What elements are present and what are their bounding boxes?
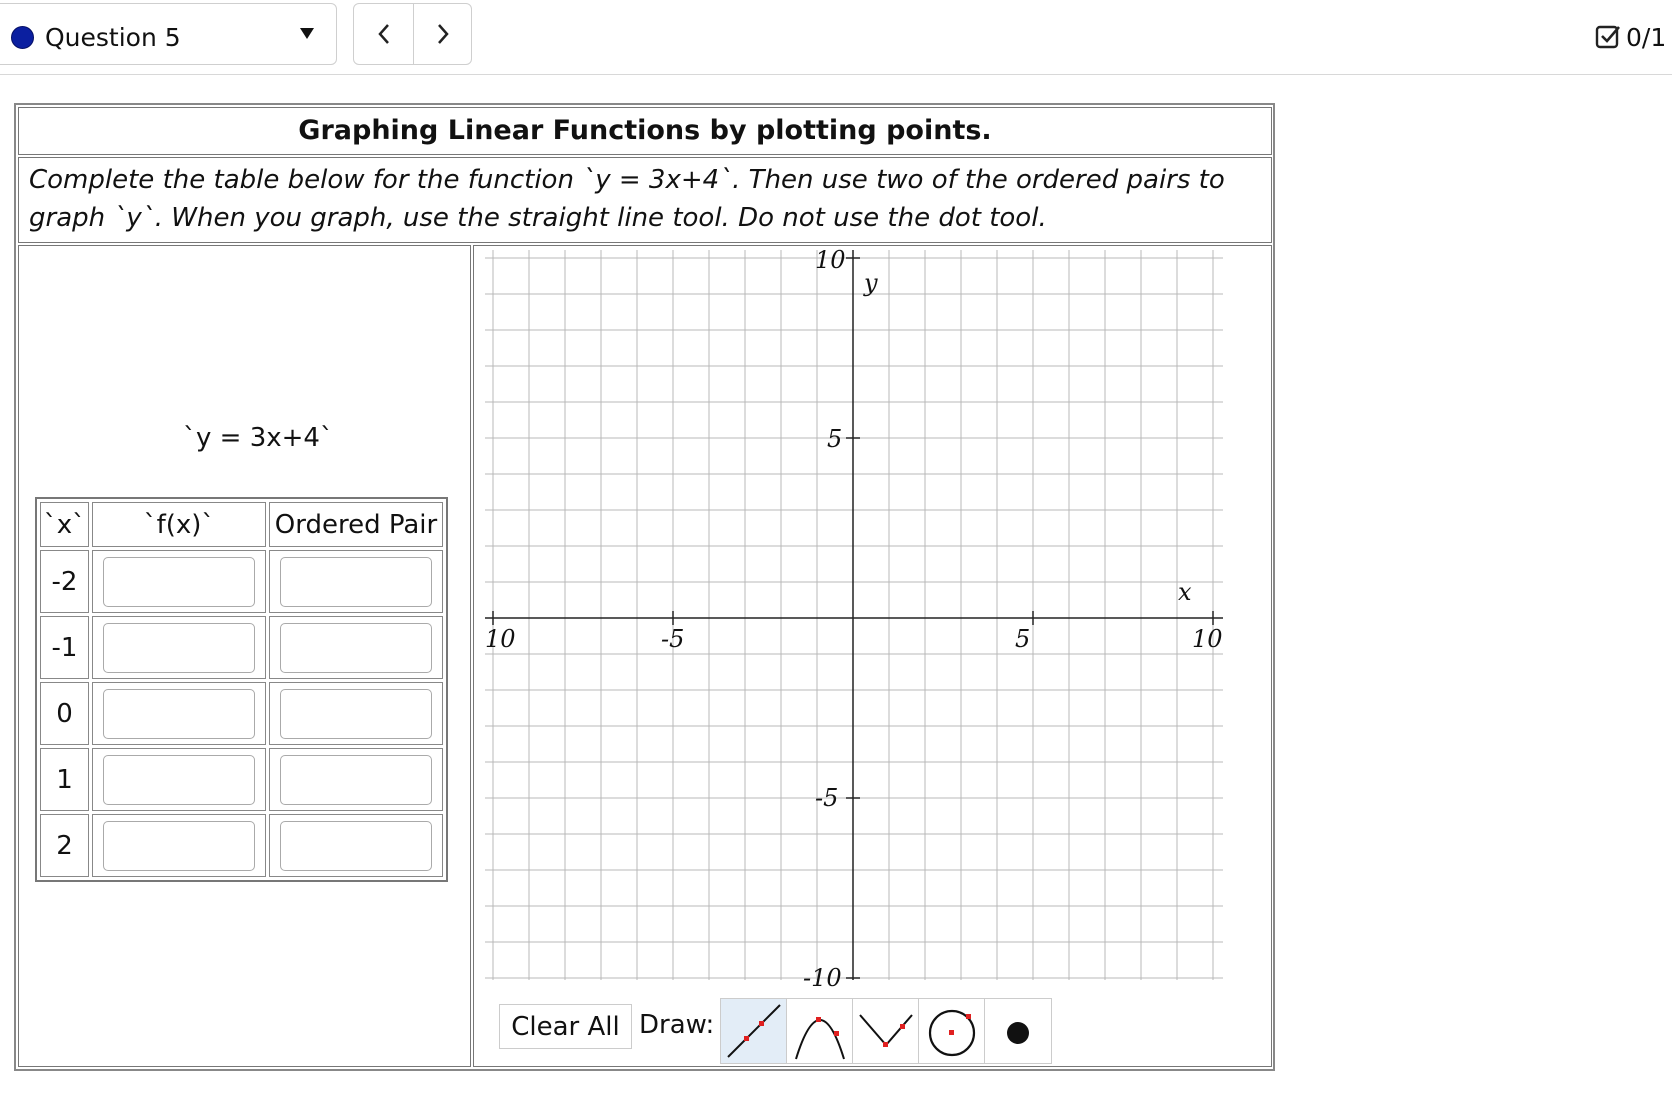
ordered-pair-answer-input[interactable] [280,755,432,805]
draw-label: Draw: [639,1010,715,1040]
ordered-pair-answer-input[interactable] [280,623,432,673]
y-tick-label-5: 5 [827,425,843,453]
next-question-button[interactable] [413,4,472,64]
absolute-value-tool-button[interactable] [853,999,919,1063]
x-value: -2 [40,550,89,613]
dot-tool-icon [988,1001,1048,1061]
table-row [40,814,443,877]
y-tick-label-neg10: -10 [803,964,842,990]
ordered-pair-answer-input[interactable] [280,821,432,871]
table-row [40,748,443,811]
y-tick-label-neg5: -5 [815,784,839,812]
score-indicator [1594,21,1666,53]
parabola-tool-icon [790,1001,850,1061]
score-text: 0/1 [1626,22,1667,52]
dot-tool-button[interactable] [985,999,1051,1063]
x-value: -1 [40,616,89,679]
parabola-tool-button[interactable] [787,999,853,1063]
y-axis-label: y [864,269,878,297]
x-tick-label-10: 10 [1192,625,1223,653]
fx-answer-input[interactable] [103,821,255,871]
line-tool-button[interactable] [721,999,787,1063]
x-value: 0 [40,682,89,745]
previous-question-button[interactable] [354,4,414,64]
header-fx: `f(x)` [92,502,266,547]
question-label: Question 5 [45,23,181,52]
grid-lines [485,250,1223,980]
question-pager [353,3,472,65]
question-nav-bar [0,0,1672,75]
x-value: 1 [40,748,89,811]
x-axis-label: x [1178,578,1192,606]
draw-tools [720,998,1052,1064]
question-status-dot [11,26,34,49]
coordinate-plane[interactable] [475,245,1265,990]
chevron-left-icon [376,22,392,46]
x-tick-label-neg10: 10 [485,625,516,653]
problem-instructions: Complete the table below for the function `y = 3x+4`. Then use two of the ordered pairs to graph `y`. When you graph, use the straight line tool. Do not use the dot tool. [18,157,1272,243]
table-row [40,682,443,745]
y-tick-label-10: 10 [815,246,846,274]
x-tick-label-neg5: -5 [661,625,685,653]
function-label: `y = 3x+4` [183,423,333,453]
values-table [35,497,448,882]
header-x: `x` [40,502,89,547]
circle-tool-icon [922,1001,982,1061]
checkbox-score-icon [1594,23,1622,51]
x-tick-label-5: 5 [1015,625,1031,653]
line-tool-icon [724,1001,784,1061]
x-value: 2 [40,814,89,877]
circle-tool-button[interactable] [919,999,985,1063]
table-row [40,616,443,679]
fx-answer-input[interactable] [103,755,255,805]
table-header-row [40,502,443,547]
question-select[interactable] [0,3,337,65]
fx-answer-input[interactable] [103,623,255,673]
table-row [40,550,443,613]
clear-all-button[interactable]: Clear All [499,1004,632,1049]
absolute-value-tool-icon [856,1001,916,1061]
fx-answer-input[interactable] [103,557,255,607]
header-ordered-pair: Ordered Pair [269,502,443,547]
problem-title: Graphing Linear Functions by plotting points. [18,107,1272,155]
ordered-pair-answer-input[interactable] [280,689,432,739]
caret-down-icon [300,28,314,39]
ordered-pair-answer-input[interactable] [280,557,432,607]
chevron-right-icon [435,22,451,46]
fx-answer-input[interactable] [103,689,255,739]
